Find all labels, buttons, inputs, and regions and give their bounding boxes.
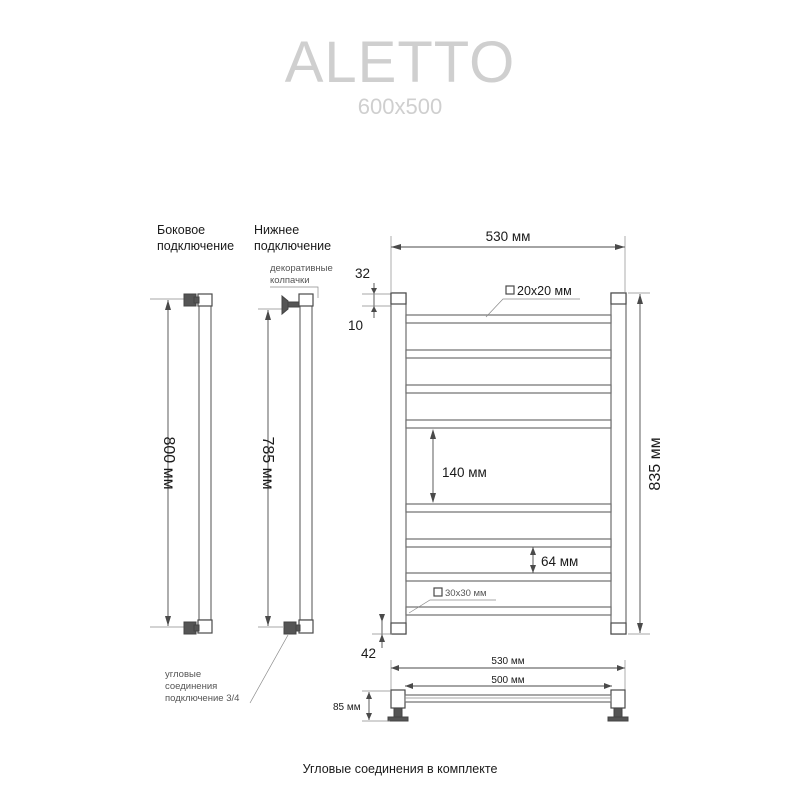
corner-connections-leader bbox=[250, 635, 288, 703]
bottom-pipe-bottom-cap bbox=[299, 620, 313, 633]
arrowhead bbox=[530, 547, 536, 555]
plan-right-post bbox=[611, 690, 625, 708]
gap-small-dimension: 64 мм bbox=[541, 554, 579, 569]
bottom-connector bbox=[284, 622, 296, 634]
plan-depth-dimension: 85 мм bbox=[333, 702, 361, 713]
corner-connections-label-2: соединения bbox=[165, 681, 218, 692]
bottom-pipe bbox=[300, 305, 312, 620]
rung bbox=[406, 607, 611, 615]
arrowhead bbox=[615, 244, 625, 250]
bar-profile-top-leader bbox=[486, 299, 580, 317]
plan-outer-dimension: 530 мм bbox=[491, 656, 525, 667]
front-view bbox=[348, 229, 664, 661]
plan-view bbox=[333, 656, 628, 721]
rung bbox=[406, 385, 611, 393]
rung bbox=[406, 539, 611, 547]
plan-left-post bbox=[391, 690, 405, 708]
arrowhead bbox=[371, 306, 377, 312]
decorative-cap-stem bbox=[288, 302, 299, 307]
footer-note: Угловые соединения в комплекте bbox=[302, 762, 498, 776]
side-height-dimension: 800 мм bbox=[160, 436, 177, 490]
plan-left-base bbox=[388, 717, 408, 721]
arrowhead bbox=[366, 713, 372, 720]
side-pipe bbox=[199, 305, 211, 620]
square-profile-icon bbox=[506, 286, 514, 294]
product-title: ALETTO bbox=[284, 30, 516, 95]
side-pipe-top-cap bbox=[198, 294, 212, 306]
bottom-connection-label: Нижнее bbox=[254, 223, 300, 237]
bar-profile-bottom-dimension: 30x30 мм bbox=[445, 588, 487, 599]
plan-left-mount bbox=[394, 708, 402, 717]
decorative-caps-label-2: колпачки bbox=[270, 275, 310, 286]
bottom-connector-neck bbox=[296, 625, 300, 631]
right-pipe-bottom bbox=[611, 623, 626, 634]
decorative-caps-label: декоративные bbox=[270, 263, 333, 274]
side-connection-label-2: подключение bbox=[157, 239, 235, 253]
bottom-connection-view bbox=[165, 263, 333, 704]
arrowhead bbox=[391, 665, 399, 671]
arrowhead bbox=[165, 300, 171, 310]
arrowhead bbox=[530, 565, 536, 573]
plan-rail bbox=[405, 695, 611, 702]
decorative-cap-icon bbox=[282, 296, 288, 314]
arrowhead bbox=[366, 692, 372, 699]
arrowhead bbox=[617, 665, 625, 671]
bottom-pipe-top-cap bbox=[299, 294, 313, 306]
plan-inner-dimension: 500 мм bbox=[491, 675, 525, 686]
side-connection-label: Боковое bbox=[157, 223, 206, 237]
product-subtitle: 600x500 bbox=[357, 94, 443, 119]
bar-profile-top-dimension: 20x20 мм bbox=[517, 284, 572, 298]
plan-right-mount bbox=[614, 708, 622, 717]
arrowhead bbox=[604, 683, 612, 689]
right-pipe bbox=[611, 293, 626, 634]
side-connection-view bbox=[150, 294, 212, 634]
rung bbox=[406, 504, 611, 512]
bottom-height-dimension: 785 мм bbox=[259, 436, 276, 490]
arrowhead bbox=[165, 616, 171, 626]
right-pipe-top bbox=[611, 293, 626, 304]
side-top-connector-neck bbox=[194, 297, 199, 303]
arrowhead bbox=[430, 493, 436, 503]
arrowhead bbox=[371, 288, 377, 294]
arrowhead bbox=[265, 310, 271, 320]
plan-right-base bbox=[608, 717, 628, 721]
rung bbox=[406, 573, 611, 581]
side-pipe-bottom-cap bbox=[198, 620, 212, 633]
top-small-dimension: 10 bbox=[348, 318, 364, 333]
corner-connections-label: угловые bbox=[165, 669, 202, 680]
total-width-dimension: 530 мм bbox=[485, 229, 531, 244]
total-height-dimension: 835 мм bbox=[647, 437, 664, 491]
rung bbox=[406, 315, 611, 323]
top-offset-dimension: 32 bbox=[355, 266, 371, 281]
left-pipe bbox=[391, 293, 406, 634]
arrowhead bbox=[637, 294, 643, 304]
corner-connections-label-3: подключение 3/4 bbox=[165, 693, 240, 704]
arrowhead bbox=[391, 244, 401, 250]
left-pipe-top bbox=[391, 293, 406, 304]
arrowhead bbox=[430, 429, 436, 439]
gap-large-dimension: 140 мм bbox=[442, 465, 487, 480]
arrowhead bbox=[637, 623, 643, 633]
arrowhead bbox=[379, 614, 385, 622]
arrowhead bbox=[379, 634, 385, 642]
bottom-offset-dimension: 42 bbox=[361, 646, 377, 661]
rung bbox=[406, 350, 611, 358]
side-bottom-connector-neck bbox=[194, 625, 199, 631]
arrowhead bbox=[265, 616, 271, 626]
bottom-connection-label-2: подключение bbox=[254, 239, 332, 253]
rung bbox=[406, 420, 611, 428]
arrowhead bbox=[405, 683, 413, 689]
square-profile-icon bbox=[434, 588, 442, 596]
left-pipe-bottom bbox=[391, 623, 406, 634]
